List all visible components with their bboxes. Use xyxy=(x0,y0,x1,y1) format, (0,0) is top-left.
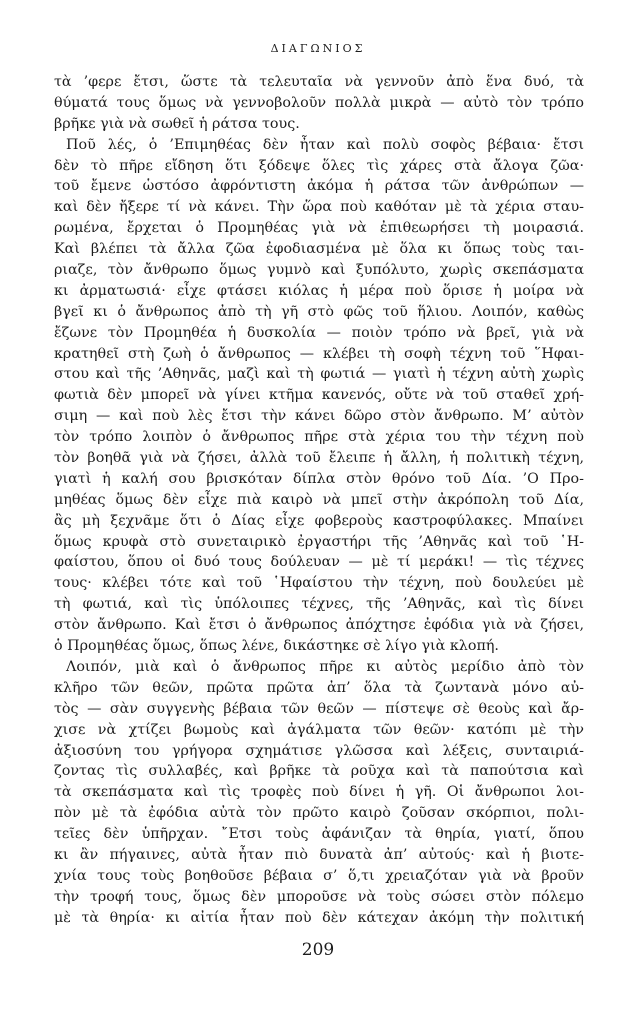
text-line: ὁ Προμηθέας ὅμως, ὅπως λένε, δικάστηκε σὲ λίγο γιὰ κλοπή. xyxy=(54,638,499,655)
text-line: ἔζωνε τὸν Προμηθέα ἡ δυσκολία — ποιὸν τρόπο νὰ βρεῖ, γιὰ νὰ xyxy=(54,324,584,341)
text-line: τὸν βοηθᾶ γιὰ νὰ ζήσει, ἀλλὰ τοῦ ἔλειπε ἡ ἄλλη, ἡ πολιτικὴ τέχνη, xyxy=(54,450,584,467)
text-line: κι ἂν πήγαινες, αὐτὰ ἦταν πιὸ δυνατὰ ἀπ’ αὐτούς· καὶ ἡ βιοτε- xyxy=(54,846,584,863)
text-line: ἂς μὴ ξεχνᾶμε ὅτι ὁ Δίας εἶχε φοβεροὺς καστροφύλακες. Μπαίνει xyxy=(54,512,584,529)
text-line: ρωμένα, ἔρχεται ὁ Προμηθέας γιὰ νὰ ἐπιθεωρήσει τὴ μοιρασιά. xyxy=(54,220,584,237)
text-line: ριαζε, τὸν ἄνθρωπο ὅμως γυμνὸ καὶ ξυπόλυτο, χωρὶς σκεπάσματα xyxy=(54,262,584,279)
text-line: χνία τους τοὺς βοηθοῦσε βέβαια σ’ ὅ,τι χρειαζόταν γιὰ νὰ βροῦν xyxy=(54,867,584,884)
text-line: δὲν τὸ πῆρε εἴδηση ὅτι ξόδεψε ὅλες τὶς χάρες στὰ ἄλογα ζῶα· xyxy=(54,157,584,174)
text-line: τοῦ ἔμενε ὡστόσο ἀφρόντιστη ἀκόμα ἡ ράτσα τῶν ἀνθρώπων — xyxy=(54,178,584,195)
text-line: Ποῦ λές, ὁ ’Επιμηθέας δὲν ἦταν καὶ πολὺ σοφὸς βέβαια· ἔτσι xyxy=(66,136,584,153)
text-line: θύματά τους ὅμως νὰ γεννοβολοῦν πολλὰ μικρὰ — αὐτὸ τὸν τρόπο xyxy=(54,94,584,111)
text-line: τους· κλέβει τότε καὶ τοῦ ῾Ηφαίστου τὴν τέχνη, ποὺ δουλεύει μὲ xyxy=(54,575,584,592)
text-line: ἀξιοσύνη του γρήγορα σχημάτισε γλῶσσα καὶ λέξεις, συνταιριά- xyxy=(54,742,584,759)
text-line: σιμη — καὶ ποὺ λὲς ἔτσι τὴν κάνει δῶρο στὸν ἄνθρωπο. Μ’ αὐτὸν xyxy=(54,408,584,425)
text-line: γιατὶ ἡ καλή σου βρισκόταν δίπλα στὸν θρόνο τοῦ Δία. ’Ο Προ- xyxy=(54,470,584,487)
text-line: χισε νὰ χτίζει βωμοὺς καὶ ἀγάλματα τῶν θεῶν· κατόπι μὲ τὴν xyxy=(54,721,584,738)
text-line: ὅμως κρυφὰ στὸ συνεταιρικὸ ἐργαστήρι τῆς ’Αθηνᾶς καὶ τοῦ ῾Η- xyxy=(54,533,584,550)
text-line: τὸν τρόπο λοιπὸν ὁ ἄνθρωπος πῆρε στὰ χέρια του τὴν τέχνη ποὺ xyxy=(54,429,584,446)
text-line: βγεῖ κι ὁ ἄνθρωπος ἀπὸ τὴ γῆ στὸ φῶς τοῦ ἥλιου. Λοιπόν, καθὼς xyxy=(54,303,584,320)
text-line: τὴ φωτιά, καὶ τὶς ὑπόλοιπες τέχνες, τῆς ’Αθηνᾶς, καὶ τὶς δίνει xyxy=(54,596,584,613)
text-line: τὴν τροφή τους, ὅμως δὲν μποροῦσε νὰ τοὺς σώσει στὸν πόλεμο xyxy=(54,888,584,905)
text-line: κλῆρο τῶν θεῶν, πρῶτα πρῶτα ἀπ’ ὅλα τὰ ζωντανὰ μόνο αὐ- xyxy=(54,679,584,696)
text-line: κι ἀρματωσιά· εἶχε φτάσει κιόλας ἡ μέρα ποὺ ὅρισε ἡ μοίρα νὰ xyxy=(54,282,584,299)
text-line: τὰ ’φερε ἔτσι, ὥστε τὰ τελευταῖα νὰ γεννοῦν ἀπὸ ἕνα δυό, τὰ xyxy=(54,74,584,90)
text-line: μὲ τὰ θηρία· κι αἰτία ἦταν ποὺ δὲν κάτεχαν ἀκόμη τὴν πολιτική xyxy=(54,909,584,926)
body-text xyxy=(54,72,584,929)
running-head: ΔΙΑΓΩΝΙΟΣ xyxy=(270,42,366,55)
page-number: 209 xyxy=(301,940,335,960)
text-line: φαίστου, ὅπου οἱ δυό τους δούλευαν — μὲ τί μεράκι! — τὶς τέχνες xyxy=(54,554,584,571)
text-line: τὰ σκεπάσματα καὶ τὶς τροφὲς ποὺ δίνει ἡ γῆ. Οἱ ἄνθρωποι λοι- xyxy=(54,784,584,801)
text-line: καὶ δὲν ἤξερε τί νὰ κάνει. Τὴν ὥρα ποὺ καθόταν μὲ τὰ χέρια σταυ- xyxy=(54,199,584,216)
text-line: μηθέας ὅμως δὲν εἶχε πιὰ καιρὸ νὰ μπεῖ στὴν ἀκρόπολη τοῦ Δία, xyxy=(54,491,584,508)
text-line: Λοιπόν, μιὰ καὶ ὁ ἄνθρωπος πῆρε κι αὐτὸς μερίδιο ἀπὸ τὸν xyxy=(66,658,584,675)
text-line: ζοντας τὶς συλλαβές, καὶ βρῆκε τὰ ροῦχα καὶ τὰ παπούτσια καὶ xyxy=(54,763,584,780)
text-line: στὸν ἄνθρωπο. Καὶ ἔτσι ὁ ἄνθρωπος ἀπόχτησε ἐφόδια γιὰ νὰ ζήσει, xyxy=(54,617,584,634)
text-line: τεῖες δὲν ὑπῆρχαν. ῎Ετσι τοὺς ἀφάνιζαν τὰ θηρία, γιατί, ὅπου xyxy=(54,826,584,843)
text-line: τὸς — σὰν συγγενὴς βέβαια τῶν θεῶν — πίστεψε σὲ θεοὺς καὶ ἄρ- xyxy=(54,700,584,717)
text-line: πὸν μὲ τὰ ἐφόδια αὐτὰ τὸν πρῶτο καιρὸ ζοῦσαν σκόρπιοι, πολι- xyxy=(54,805,584,822)
text-line: κρατηθεῖ στὴ ζωὴ ὁ ἄνθρωπος — κλέβει τὴ σοφὴ τέχνη τοῦ ῞Ηφαι- xyxy=(54,345,584,362)
text-line: βρῆκε γιὰ νὰ σωθεῖ ἡ ράτσα τους. xyxy=(54,115,300,132)
text-line: στου καὶ τῆς ’Αθηνᾶς, μαζὶ καὶ τὴ φωτιά — γιατὶ ἡ τέχνη αὐτὴ χωρὶς xyxy=(54,366,584,383)
text-line: φωτιὰ δὲν μπορεῖ νὰ γίνει κτῆμα κανενός, οὔτε νὰ τοῦ σταθεῖ χρή- xyxy=(54,387,584,404)
text-line: Καὶ βλέπει τὰ ἄλλα ζῶα ἐφοδιασμένα μὲ ὅλα κι ὅπως τοὺς ται- xyxy=(54,241,584,258)
